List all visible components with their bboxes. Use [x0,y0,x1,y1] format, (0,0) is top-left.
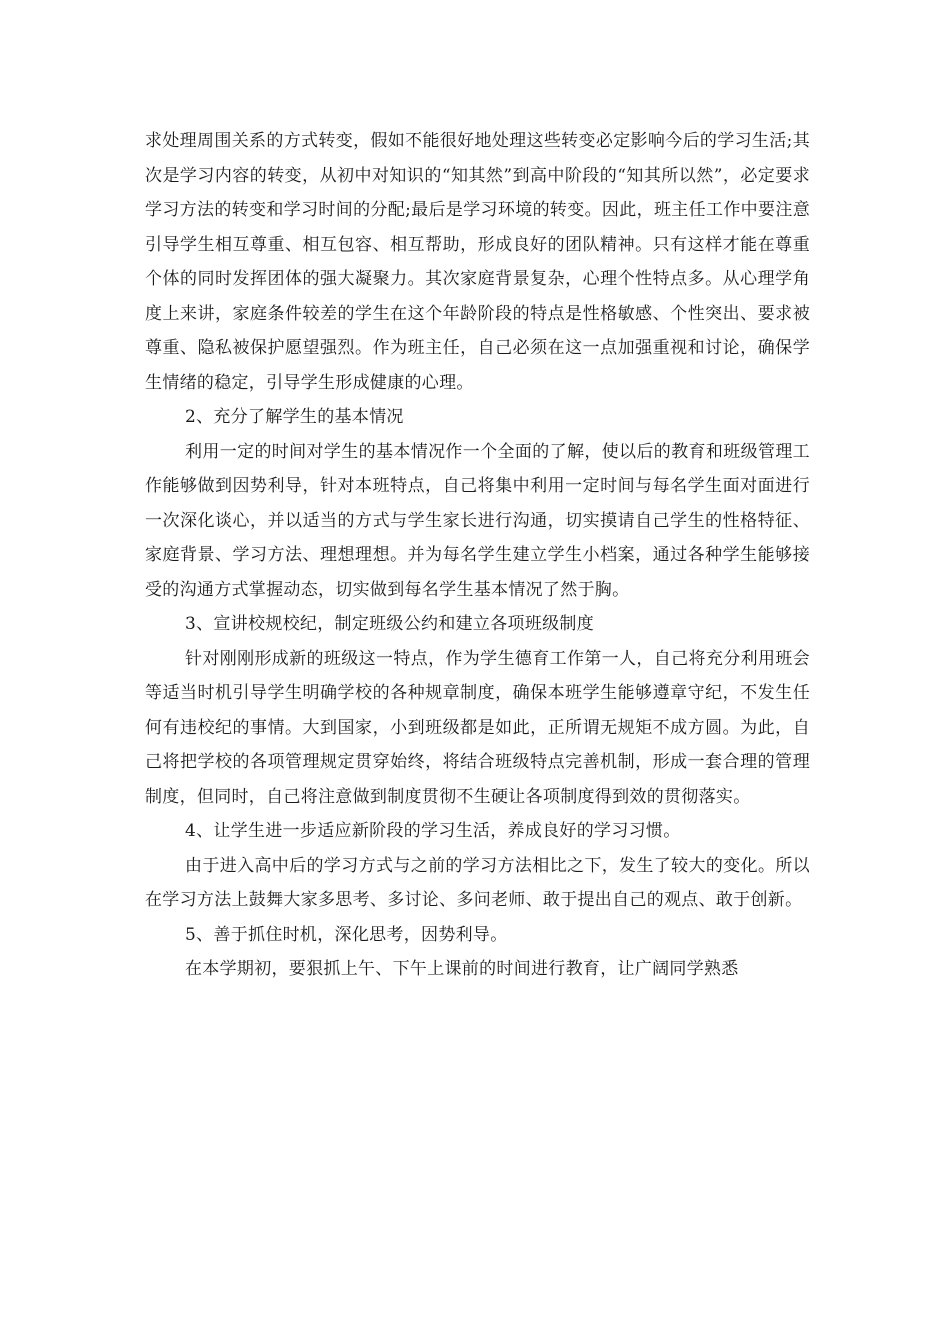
section-heading: 4、让学生进一步适应新阶段的学习生活，养成良好的学习习惯。 [185,821,681,841]
section-heading: 2、充分了解学生的基本情况 [185,407,404,427]
body-paragraph: 针对刚刚形成新的班级这一特点，作为学生德育工作第一人，自己将充分利用班会等适当时机引导学生明确学校的各种规章制度，确保本班学生能够遵章守纪，不发生任何有违校纪的事情。大到国家，小到班级都是如此，正所谓无规矩不成方圆。为此，自己将把学校的各项管理规定贯穿始终，将结合班级特点完善机制，形成一套合理的管理制度，但同时，自己将注意做到制度贯彻不生硬让各项制度得到效的贯彻落实。 [145,648,810,807]
body-paragraph: 求处理周围关系的方式转变，假如不能很好地处理这些转变必定影响今后的学习生活;其次是学习内容的转变，从初中对知识的“知其然”到高中阶段的“知其所以然”，必定要求学习方法的转变和学习时间的分配;最后是学习环境的转变。因此，班主任工作中要注意引导学生相互尊重、相互包容、相互帮助，形成良好的团队精神。只有这样才能在尊重个体的同时发挥团体的强大凝聚力。其次家庭背景复杂，心理个性特点多。从心理学角度上来讲，家庭条件较差的学生在这个年龄阶段的特点是性格敏感、个性突出、要求被尊重、隐私被保护愿望强烈。作为班主任，自己必须在这一点加强重视和讨论，确保学生情绪的稳定，引导学生形成健康的心理。 [145,131,810,393]
section-heading: 3、宣讲校规校纪，制定班级公约和建立各项班级制度 [185,614,595,634]
body-paragraph: 利用一定的时间对学生的基本情况作一个全面的了解，使以后的教育和班级管理工作能够做到因势利导，针对本班特点，自己将集中利用一定时间与每名学生面对面进行一次深化谈心，并以适当的方式与学生家长进行沟通，切实摸请自己学生的性格特征、家庭背景、学习方法、理想理想。并为每名学生建立学生小档案，通过各种学生能够接受的沟通方式掌握动态，切实做到每名学生基本情况了然于胸。 [145,441,810,600]
document-body [145,124,810,987]
body-paragraph: 在本学期初，要狠抓上午、下午上课前的时间进行教育，让广阔同学熟悉 [185,959,739,979]
body-paragraph: 由于进入高中后的学习方式与之前的学习方法相比之下，发生了较大的变化。所以在学习方法上鼓舞大家多思考、多讨论、多问老师、敢于提出自己的观点、敢于创新。 [145,855,810,910]
section-heading: 5、善于抓住时机，深化思考，因势利导。 [185,924,508,945]
